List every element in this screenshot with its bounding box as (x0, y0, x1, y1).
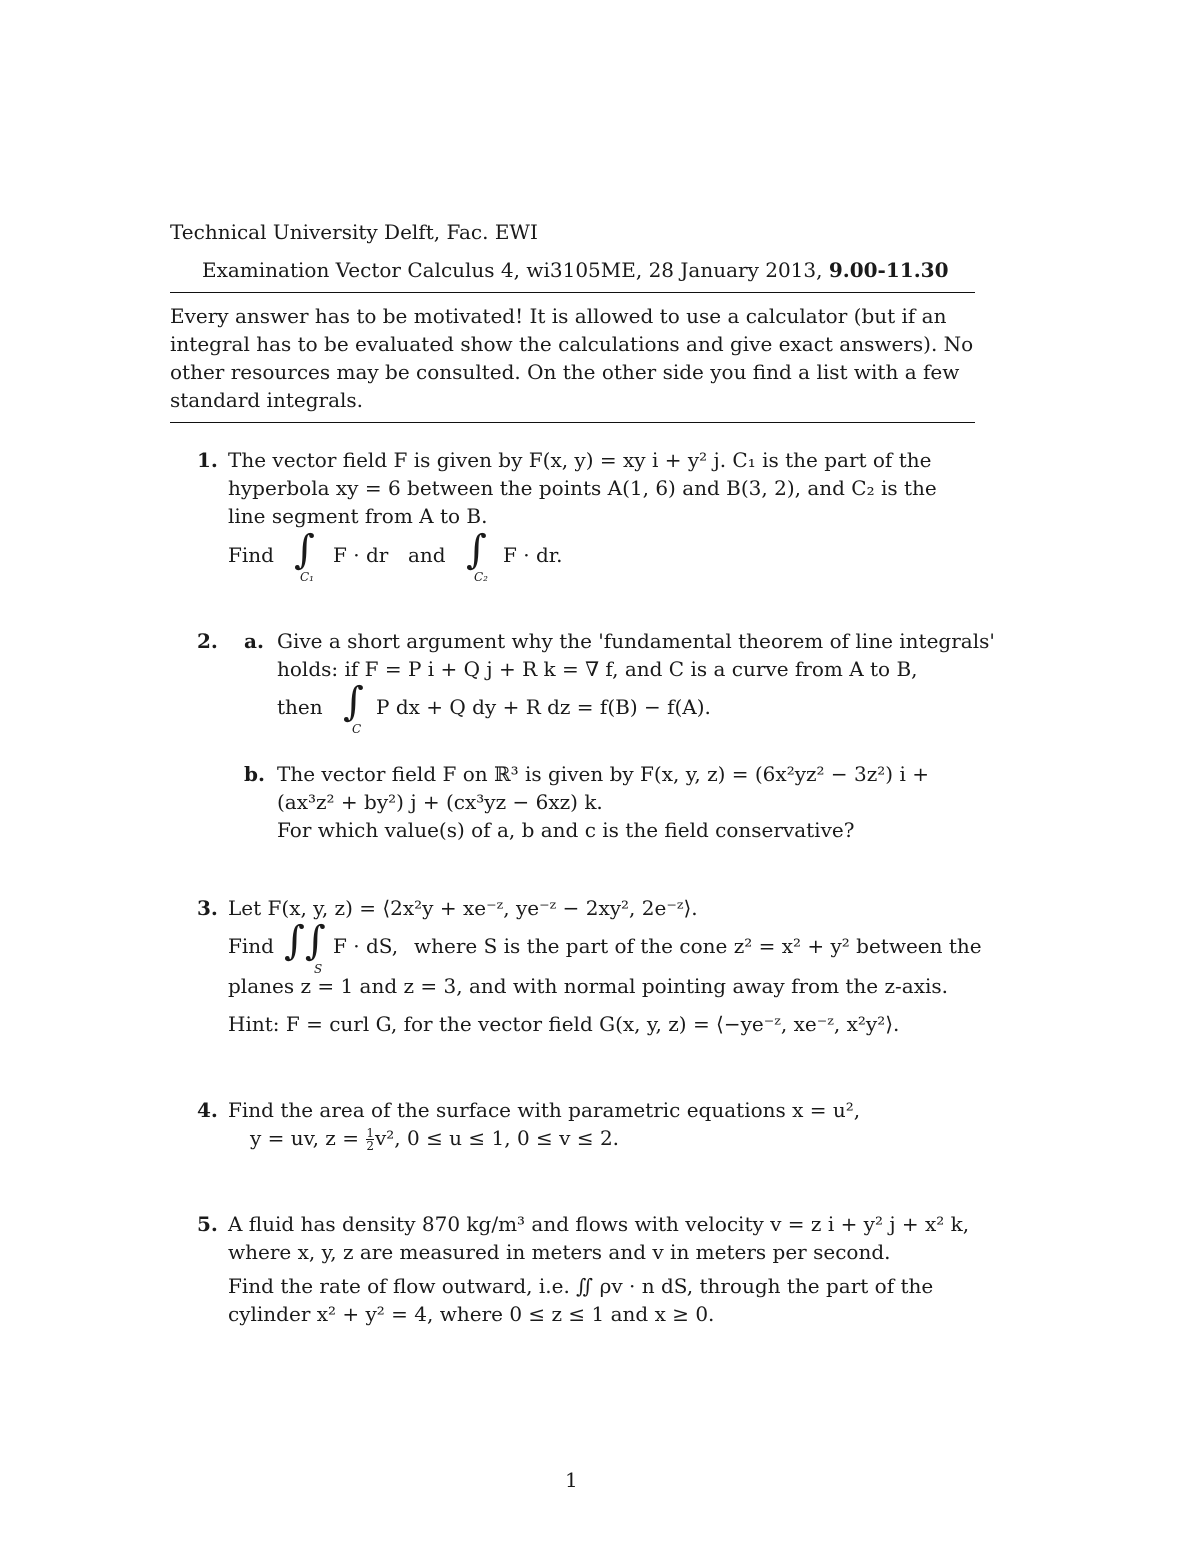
exam-title-text: Examination Vector Calculus 4, wi3105ME, 28 January 2013, (202, 258, 823, 282)
exam-time: 9.00-11.30 (828, 258, 949, 282)
q2a-formula: P dx + Q dy + R dz = f(B) − f(A). (376, 695, 711, 719)
q2b-line-1: The vector field F on ℝ³ is given by F(x, y, z) = (6x²yz² − 3z²) i + (277, 762, 929, 786)
q3-find-label: Find (228, 934, 274, 958)
q4-fraction-denominator: 2 (366, 1139, 374, 1153)
q4-fraction-numerator: 1 (366, 1126, 374, 1140)
exam-title (202, 256, 948, 285)
q1-subscript-c2: C₂ (474, 570, 488, 584)
q2a-subscript-c: C (352, 722, 362, 736)
q4-line-1: Find the area of the surface with parametric equations x = u², (228, 1098, 861, 1122)
q5-number: 5. (197, 1212, 218, 1236)
q3-line-1: Let F(x, y, z) = ⟨2x²y + xe⁻ᶻ, ye⁻ᶻ − 2xy², 2e⁻ᶻ⟩. (228, 896, 698, 920)
top-rule (170, 292, 975, 293)
q2a-line-1: Give a short argument why the 'fundamental theorem of line integrals' (277, 629, 995, 653)
q1-find-label: Find (228, 543, 274, 567)
q3-where: where S is the part of the cone z² = x² + y² between the (414, 934, 982, 958)
instructions-line-2: integral has to be evaluated show the calculations and give exact answers). No (170, 332, 974, 356)
q4-fraction-half (366, 1127, 374, 1152)
bottom-rule (170, 422, 975, 423)
q1-integrand-1: F · dr (333, 543, 389, 567)
q1-subscript-c1: C₁ (300, 570, 314, 584)
q2a-line-2: holds: if F = P i + Q j + R k = ∇ f, and C is a curve from A to B, (277, 657, 918, 681)
q3-hint: Hint: F = curl G, for the vector field G(x, y, z) = ⟨−ye⁻ᶻ, xe⁻ᶻ, x²y²⟩. (228, 1012, 900, 1036)
q5-line-2: where x, y, z are measured in meters and v in meters per second. (228, 1240, 891, 1264)
q3-double-integral-sign: ∫∫ (284, 918, 326, 964)
q1-and: and (408, 543, 446, 567)
q4-line-2-end: v², 0 ≤ u ≤ 1, 0 ≤ v ≤ 2. (374, 1126, 620, 1150)
q4-line-2-start: y = uv, z = (250, 1126, 359, 1150)
q2b-line-2: (ax³z² + by²) j + (cx³yz − 6xz) k. (277, 790, 603, 814)
q1-integrand-2: F · dr. (503, 543, 563, 567)
q2b-label: b. (244, 762, 265, 786)
q4-number: 4. (197, 1098, 218, 1122)
q2a-label: a. (244, 629, 264, 653)
q3-line-3: planes z = 1 and z = 3, and with normal pointing away from the z-axis. (228, 974, 949, 998)
page-number: 1 (565, 1468, 578, 1492)
q2b-line-3: For which value(s) of a, b and c is the field conservative? (277, 818, 855, 842)
instructions-line-1: Every answer has to be motivated! It is allowed to use a calculator (but if an (170, 304, 947, 328)
q3-subscript-s: S (314, 962, 323, 976)
q3-number: 3. (197, 896, 218, 920)
q3-integrand: F · dS, (333, 934, 399, 958)
q2a-integral-sign: ∫ (343, 679, 364, 725)
q5-line-1: A fluid has density 870 kg/m³ and flows with velocity v = z i + y² j + x² k, (228, 1212, 970, 1236)
q1-line-2: hyperbola xy = 6 between the points A(1, 6) and B(3, 2), and C₂ is the (228, 476, 937, 500)
q1-integral-sign-2: ∫ (466, 527, 487, 573)
instructions-line-4: standard integrals. (170, 388, 364, 412)
q1-line-3: line segment from A to B. (228, 504, 488, 528)
q1-integral-sign-1: ∫ (294, 527, 315, 573)
q4-line-2 (250, 1126, 619, 1152)
q1-number: 1. (197, 448, 218, 472)
instructions-line-3: other resources may be consulted. On the other side you find a list with a few (170, 360, 960, 384)
q2a-then: then (277, 695, 323, 719)
institution-line: Technical University Delft, Fac. EWI (170, 220, 538, 244)
q5-line-4: cylinder x² + y² = 4, where 0 ≤ z ≤ 1 and x ≥ 0. (228, 1302, 715, 1326)
q5-line-3: Find the rate of flow outward, i.e. ∬ ρv · n dS, through the part of the (228, 1274, 934, 1298)
q2-number: 2. (197, 629, 218, 653)
q1-line-1: The vector field F is given by F(x, y) = xy i + y² j. C₁ is the part of the (228, 448, 932, 472)
